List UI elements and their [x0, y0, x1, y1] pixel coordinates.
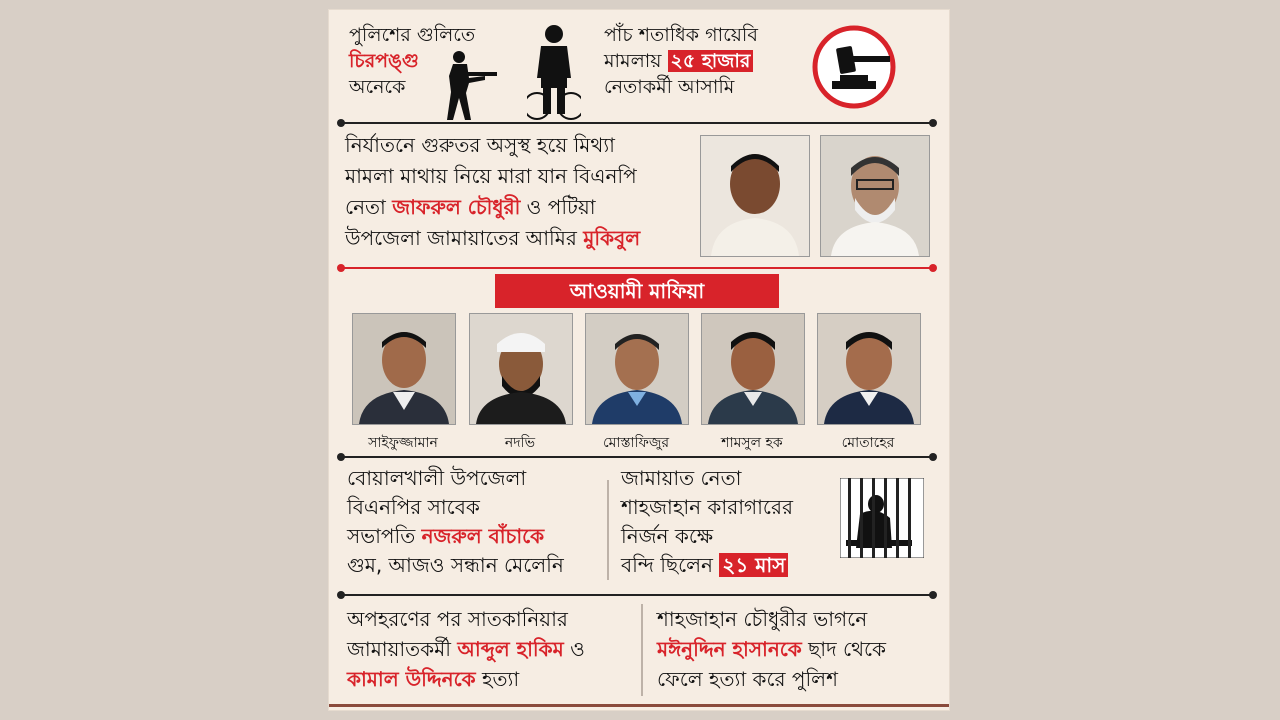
text-line: পুলিশের গুলিতে: [349, 24, 476, 46]
highlight-text: জাফরুল চৌধুরী: [392, 195, 521, 219]
bottom-border: [329, 704, 949, 707]
bottom-right-text: [657, 604, 886, 694]
text-line: অপহরণের পর সাতকানিয়ার: [347, 607, 568, 631]
text-span: বন্দি ছিলেন: [621, 553, 713, 577]
text-line: [347, 664, 585, 694]
mafia-photo: [701, 313, 805, 425]
highlight-text: নজরুল বাঁচাকে: [421, 524, 545, 548]
highlight-text: মঈনুদ্দিন হাসানকে: [657, 637, 802, 661]
text-line: [621, 551, 793, 580]
mafia-name-caption: মোতাহের: [841, 435, 895, 451]
divider-rule: [341, 594, 933, 596]
mafia-name-caption: সাইফুজ্জামান: [368, 435, 438, 451]
text-span: ও: [570, 637, 585, 661]
text-line: ফেলে হত্যা করে পুলিশ: [657, 667, 838, 691]
bottom-left-text: [347, 604, 585, 694]
text-line: [347, 522, 564, 551]
highlight-badge: ২১ মাস: [719, 553, 788, 577]
text-line: মামলা মাথায় নিয়ে মারা যান বিএনপি: [345, 164, 637, 188]
mafia-name-caption: নদভি: [504, 435, 536, 451]
death-text: [345, 130, 640, 254]
text-line: জামায়াত নেতা: [621, 466, 742, 490]
text-span: উপজেলা জামায়াতের আমির: [345, 226, 577, 250]
text-line: পাঁচ শতাধিক গায়েবি: [604, 24, 758, 46]
divider-rule: [341, 456, 933, 458]
mafia-photo: [469, 313, 573, 425]
column-divider: [607, 480, 609, 580]
text-span: সভাপতি: [347, 524, 416, 548]
victim-photo: [700, 135, 810, 257]
divider-rule: [341, 267, 933, 269]
mafia-photo: [585, 313, 689, 425]
highlight-text: কামাল উদ্দিনকে: [347, 667, 476, 691]
highlight-text: চিরপঙ্গু: [349, 50, 419, 72]
text-line: [347, 634, 585, 664]
text-line: বোয়ালখালী উপজেলা: [347, 466, 527, 490]
highlight-text: আব্দুল হাকিম: [457, 637, 564, 661]
text-line: নির্জন কক্ষে: [621, 524, 714, 548]
text-line: [345, 223, 640, 254]
text-line: [604, 48, 758, 74]
text-line: [657, 634, 886, 664]
top-right-text: [604, 22, 758, 100]
highlight-badge: ২৫ হাজার: [668, 50, 754, 72]
divider-rule: [341, 122, 933, 124]
text-line: শাহজাহান চৌধুরীর ভাগনে: [657, 607, 868, 631]
text-span: মামলায়: [604, 50, 662, 72]
mafia-name-caption: মোস্তাফিজুর: [602, 435, 670, 451]
text-line: বিএনপির সাবেক: [347, 495, 480, 519]
text-span: জামায়াতকর্মী: [347, 637, 452, 661]
text-line: [345, 192, 640, 223]
judge-gavel-icon: [810, 23, 898, 111]
text-line: অনেকে: [349, 76, 406, 98]
text-line: নেতাকর্মী আসামি: [604, 76, 735, 98]
section-banner: আওয়ামী মাফিয়া: [495, 274, 779, 308]
text-span: ও পটিয়া: [526, 195, 596, 219]
text-line: নির্যাতনে গুরুতর অসুস্থ হয়ে মিথ্যা: [345, 133, 615, 157]
mid-left-text: [347, 464, 564, 580]
victim-photo: [820, 135, 930, 257]
wheelchair-person-icon: [527, 22, 581, 122]
soldier-aiming-icon: [439, 48, 499, 122]
text-span: নেতা: [345, 195, 386, 219]
text-span: ছাদ থেকে: [808, 637, 887, 661]
text-line: গুম, আজও সন্ধান মেলেনি: [347, 553, 564, 577]
text-line: শাহজাহান কারাগারের: [621, 495, 793, 519]
mafia-name-caption: শামসুল হক: [721, 435, 783, 451]
prisoner-behind-bars-icon: [840, 478, 924, 558]
infographic-sheet: [329, 10, 949, 710]
text-span: হত্যা: [482, 667, 520, 691]
column-divider: [641, 604, 643, 696]
highlight-text: মুকিবুল: [583, 226, 641, 250]
mafia-photo: [352, 313, 456, 425]
mid-right-text: [621, 464, 793, 580]
mafia-photo: [817, 313, 921, 425]
